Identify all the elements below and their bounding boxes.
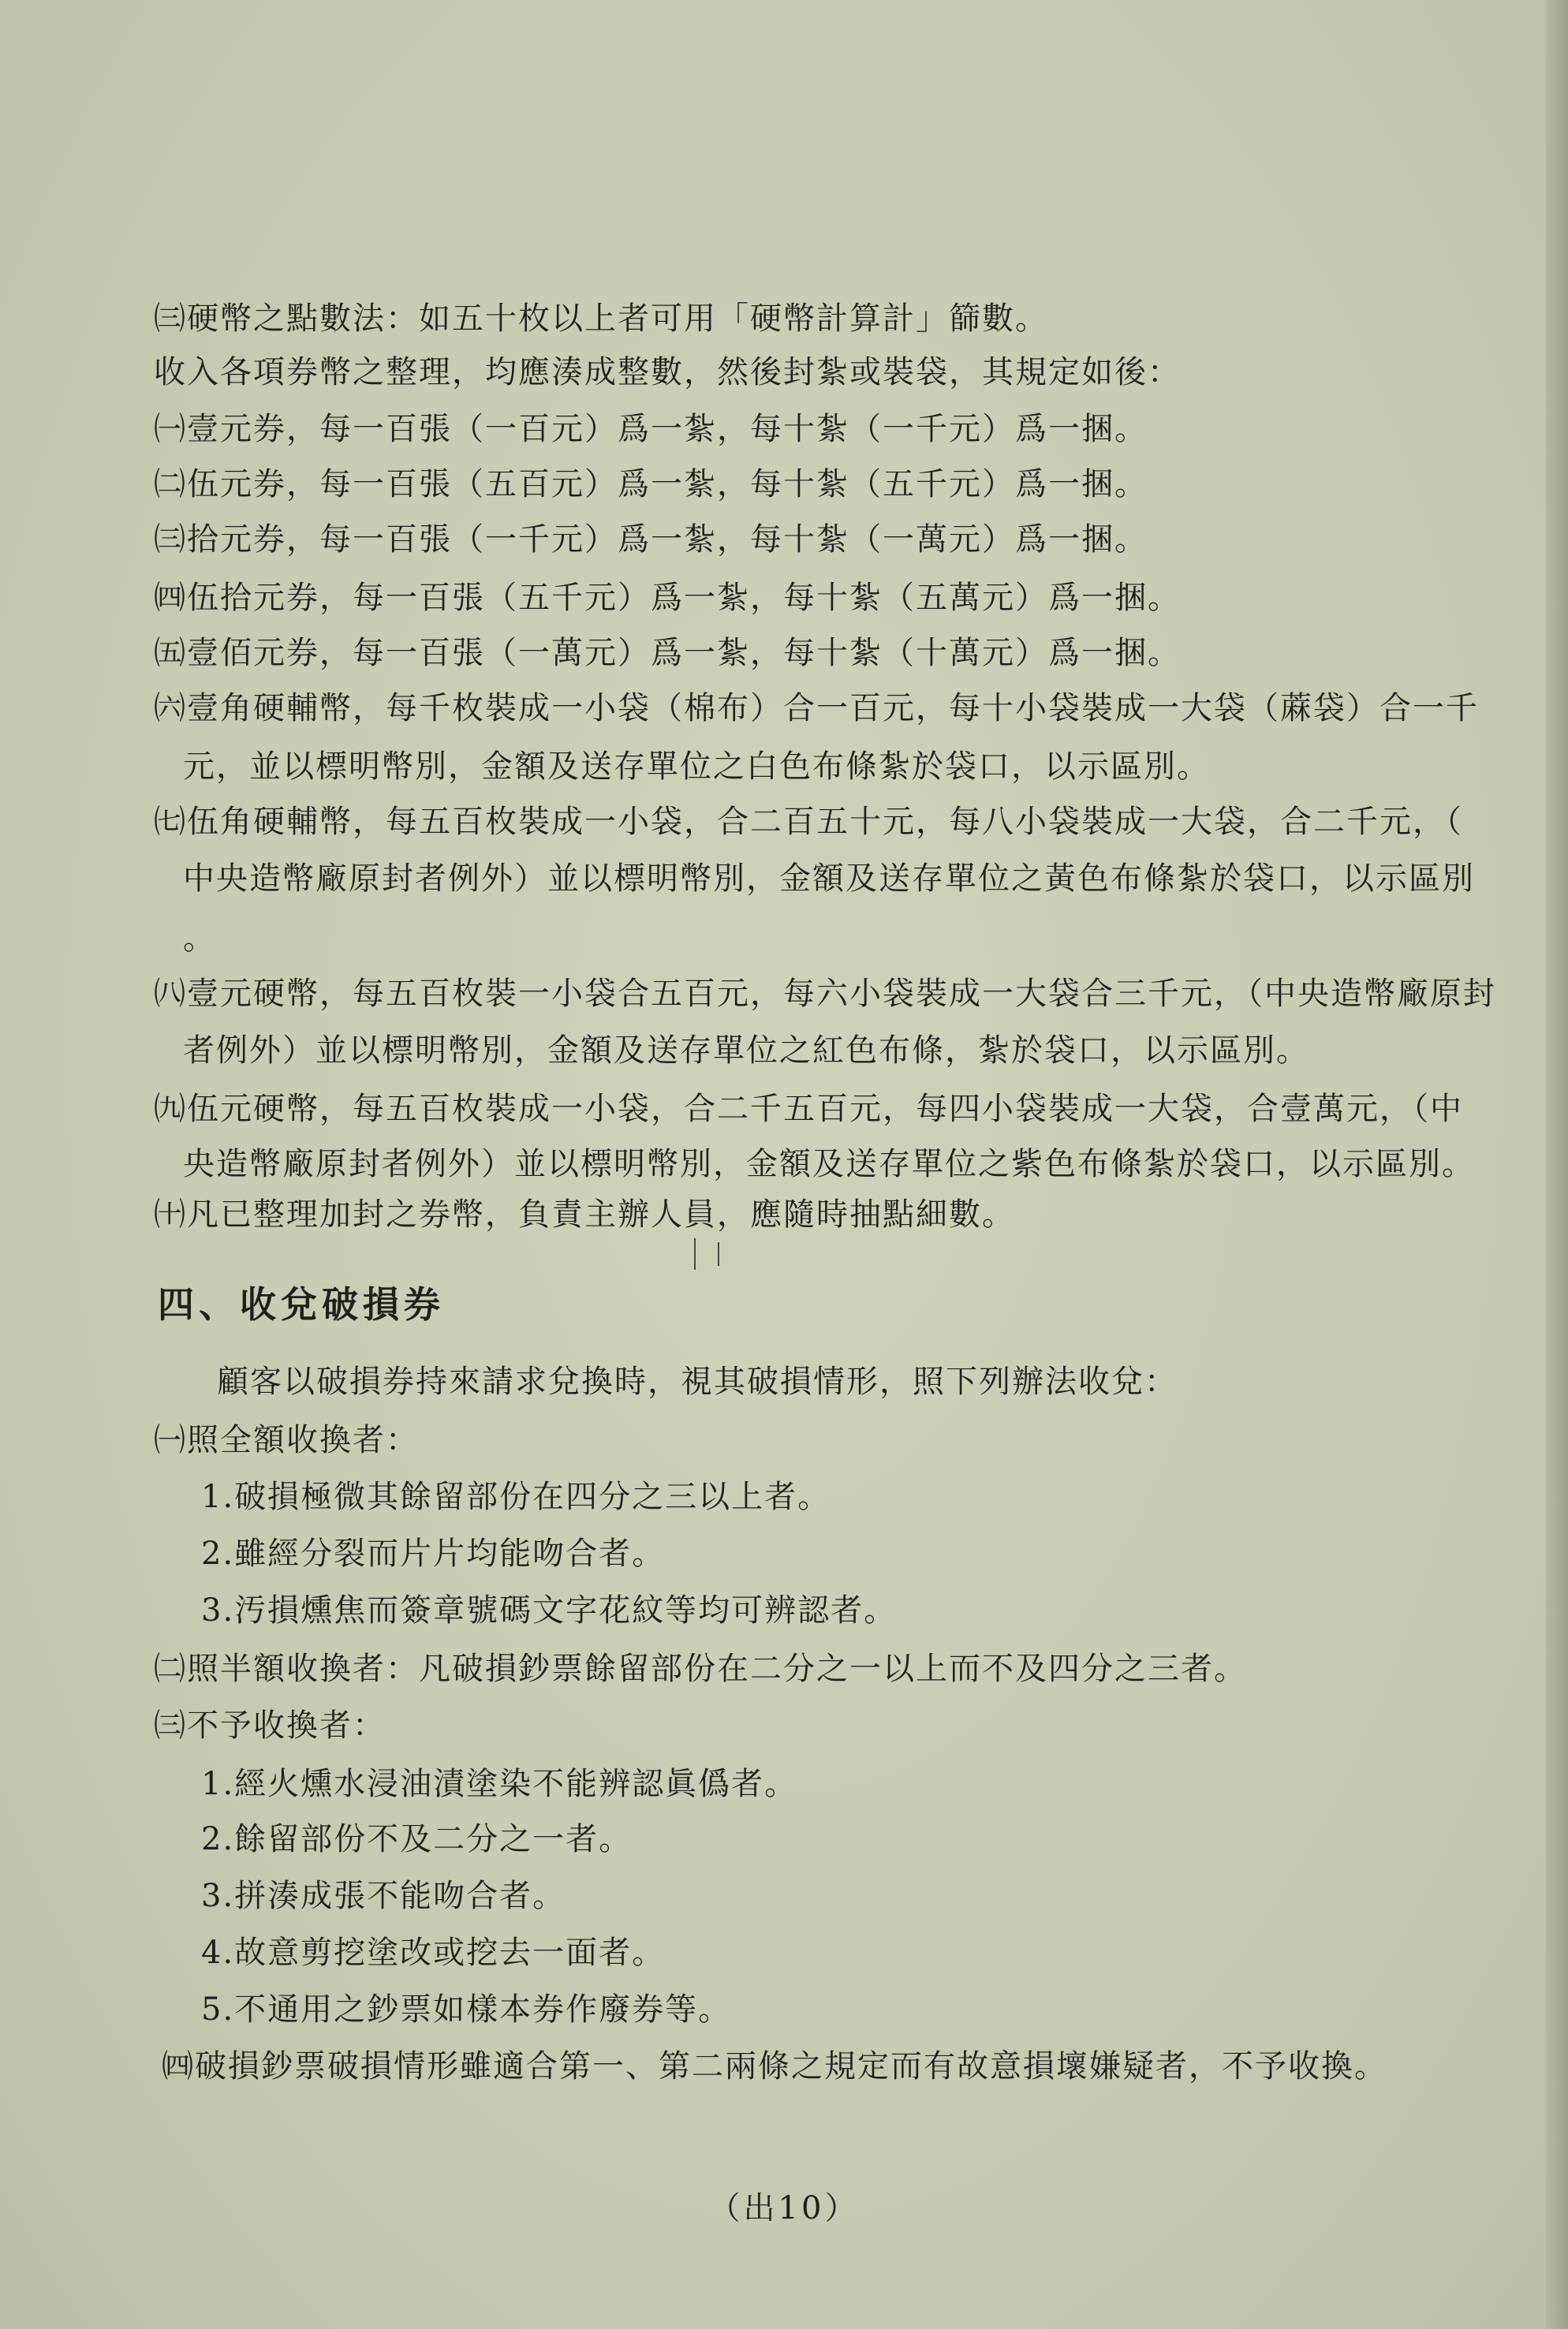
text-line-item-7-cont: 中央造幣廠原封者例外）並以標明幣別，金額及送存單位之黃色布條紮於袋口，以示區別 <box>183 860 1475 897</box>
text-line-no-4: 4.故意剪挖塗改或挖去一面者。 <box>201 1935 666 1971</box>
text-line-no-3: 3.拼湊成張不能吻合者。 <box>201 1878 566 1914</box>
text-line-no-exchange: ㈢不予收換者： <box>154 1708 386 1744</box>
text-line-no-1: 1.經火燻水浸油漬塗染不能辨認眞僞者。 <box>201 1766 798 1802</box>
text-line-full-3: 3.汚損燻焦而簽章號碼文字花紋等均可辨認者。 <box>201 1592 898 1629</box>
text-line-intro-sorting: 收入各項券幣之整理，均應湊成整數，然後封紮或裝袋，其規定如後： <box>154 354 1181 390</box>
paper-edge <box>1546 0 1568 2329</box>
text-line-item-3: ㈢拾元券，每一百張（一千元）爲一紮，每十紮（一萬元）爲一捆。 <box>154 521 1148 558</box>
text-line-full-1: 1.破損極微其餘留部份在四分之三以上者。 <box>201 1479 831 1515</box>
text-line-section4-intro: 顧客以破損券持來請求兌換時，視其破損情形，照下列辦法收兌： <box>217 1364 1178 1400</box>
text-line-item-10: ㈩凡已整理加封之券幣，負責主辦人員，應隨時抽點細數。 <box>154 1196 1015 1233</box>
text-line-coin-counting: ㈢硬幣之點數法：如五十枚以上者可用「硬幣計算計」篩數。 <box>154 300 1048 337</box>
text-line-item-8: ㈧壹元硬幣，每五百枚裝一小袋合五百元，每六小袋裝成一大袋合三千元，（中央造幣廠原封 <box>154 976 1496 1012</box>
text-line-no-5: 5.不通用之鈔票如樣本券作廢券等。 <box>201 1991 732 2028</box>
text-line-item-8-cont: 者例外）並以標明幣別，金額及送存單位之紅色布條，紮於袋口，以示區別。 <box>183 1032 1309 1069</box>
text-line-item-6: ㈥壹角硬輔幣，每千枚裝成一小袋（棉布）合一百元，每十小袋裝成一大袋（蔴袋）合一千 <box>154 690 1479 726</box>
scan-mark <box>718 1242 719 1266</box>
text-line-item-7: ㈦伍角硬輔幣，每五百枚裝成一小袋，合二百五十元，每八小袋裝成一大袋，合二千元，（ <box>154 804 1463 840</box>
text-line-full-2: 2.雖經分裂而片片均能吻合者。 <box>201 1536 666 1572</box>
text-line-item-7-end: 。 <box>183 920 216 957</box>
text-line-full-exchange: ㈠照全額收換者： <box>154 1422 419 1458</box>
text-line-item-9-cont: 央造幣廠原封者例外）並以標明幣別，金額及送存單位之紫色布條紮於袋口，以示區別。 <box>183 1146 1475 1182</box>
text-line-item-1: ㈠壹元券，每一百張（一百元）爲一紮，每十紮（一千元）爲一捆。 <box>154 411 1148 447</box>
text-line-half-exchange: ㈡照半額收換者：凡破損鈔票餘留部份在二分之一以上而不及四分之三者。 <box>154 1651 1247 1687</box>
text-line-item-2: ㈡伍元券，每一百張（五百元）爲一紮，每十紮（五千元）爲一捆。 <box>154 466 1148 502</box>
text-line-no-2: 2.餘留部份不及二分之一者。 <box>201 1821 633 1857</box>
text-line-item-4: ㈣伍拾元券，每一百張（五千元）爲一紮，每十紮（五萬元）爲一捆。 <box>154 580 1181 616</box>
text-line-item-5: ㈤壹佰元券，每一百張（一萬元）爲一紮，每十紮（十萬元）爲一捆。 <box>154 635 1181 671</box>
text-line-item-6-cont: 元，並以標明幣別，金額及送存單位之白色布條紮於袋口，以示區別。 <box>183 748 1210 785</box>
text-line-item-9: ㈨伍元硬幣，每五百枚裝成一小袋，合二千五百元，每四小袋裝成一大袋，合壹萬元，（中 <box>154 1091 1463 1127</box>
text-line-item-4-damage: ㈣破損鈔票破損情形雖適合第一、第二兩條之規定而有故意損壞嫌疑者，不予收換。 <box>162 2048 1387 2085</box>
scan-mark <box>694 1238 696 1270</box>
section-heading: 四、收兌破損券 <box>158 1283 445 1326</box>
page-number: （出10） <box>708 2190 860 2226</box>
